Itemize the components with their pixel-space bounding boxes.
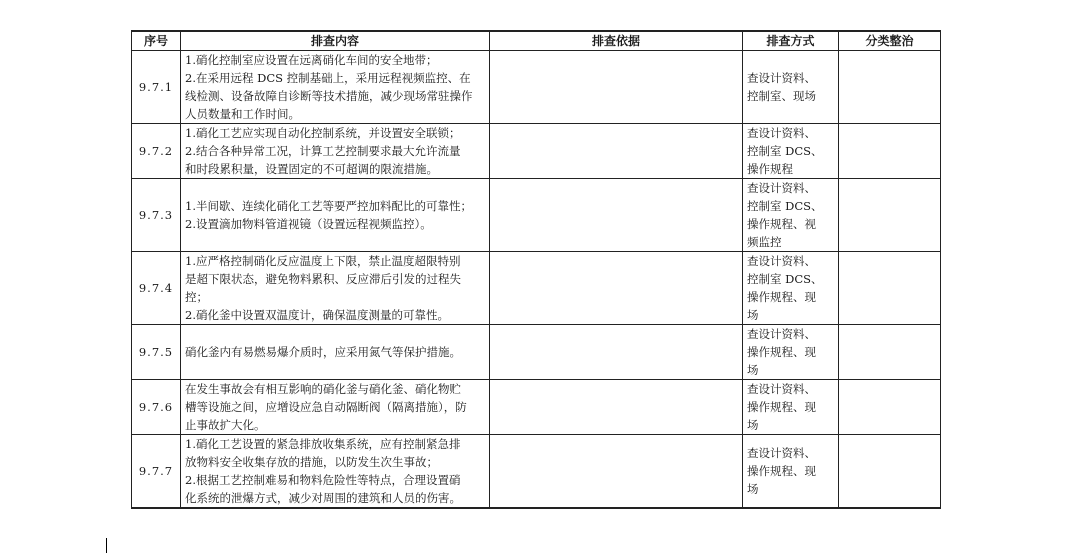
- row-seq: 9.7.4: [132, 252, 181, 325]
- table-row: [132, 179, 941, 252]
- row-basis: [490, 325, 743, 380]
- row-method: [743, 435, 839, 509]
- row-basis: [490, 252, 743, 325]
- method-line: 控制室 DCS、: [747, 144, 823, 158]
- content-line: 2.结合各种异常工况，计算工艺控制要求最大允许流量: [185, 144, 461, 158]
- row-content: [181, 380, 490, 435]
- method-line: 操作规程、现: [747, 345, 816, 359]
- row-method: [743, 51, 839, 124]
- row-seq: 9.7.1: [132, 51, 181, 124]
- row-seq: 9.7.7: [132, 435, 181, 509]
- row-rectify: [839, 179, 941, 252]
- row-basis: [490, 179, 743, 252]
- content-line: 2.硝化釜中设置双温度计，确保温度测量的可靠性。: [185, 308, 449, 322]
- row-content: [181, 325, 490, 380]
- content-line: 化系统的泄爆方式，减少对周围的建筑和人员的伤害。: [185, 491, 461, 505]
- row-seq: 9.7.3: [132, 179, 181, 252]
- content-line: 硝化釜内有易燃易爆介质时，应采用氮气等保护措施。: [185, 345, 461, 359]
- row-basis: [490, 435, 743, 509]
- content-line: 控；: [185, 290, 208, 304]
- row-content: [181, 435, 490, 509]
- table-row: [132, 380, 941, 435]
- content-line: 2.在采用远程 DCS 控制基础上，采用远程视频监控、在: [185, 71, 471, 85]
- method-line: 操作规程、现: [747, 464, 816, 478]
- row-method: [743, 124, 839, 179]
- method-line: 控制室 DCS、: [747, 199, 823, 213]
- method-line: 操作规程、现: [747, 400, 816, 414]
- text-cursor: [106, 538, 107, 553]
- row-content: [181, 179, 490, 252]
- row-rectify: [839, 325, 941, 380]
- row-rectify: [839, 51, 941, 124]
- row-seq: 9.7.6: [132, 380, 181, 435]
- method-line: 查设计资料、: [747, 446, 816, 460]
- content-line: 2.设置滴加物料管道视镜（设置远程视频监控）。: [185, 217, 432, 231]
- row-seq: 9.7.2: [132, 124, 181, 179]
- method-line: 频监控: [747, 235, 782, 249]
- table-row: [132, 252, 941, 325]
- method-line: 查设计资料、: [747, 327, 816, 341]
- method-line: 操作规程、现: [747, 290, 816, 304]
- row-seq: 9.7.5: [132, 325, 181, 380]
- content-line: 线检测、设备故障自诊断等技术措施，减少现场常驻操作: [185, 89, 473, 103]
- header-rectify: 分类整治: [839, 31, 941, 51]
- method-line: 控制室、现场: [747, 89, 816, 103]
- content-line: 放物料安全收集存放的措施，以防发生次生事故；: [185, 455, 438, 469]
- method-line: 操作规程、视: [747, 217, 816, 231]
- row-content: [181, 51, 490, 124]
- method-line: 查设计资料、: [747, 254, 816, 268]
- method-line: 查设计资料、: [747, 382, 816, 396]
- method-line: 场: [747, 482, 759, 496]
- content-line: 1.硝化工艺应实现自动化控制系统，并设置安全联锁；: [185, 126, 461, 140]
- content-line: 和时段累积量，设置固定的不可超调的限流措施。: [185, 162, 438, 176]
- table-row: [132, 51, 941, 124]
- inspection-table: [131, 30, 941, 509]
- content-line: 槽等设施之间，应增设应急自动隔断阀（隔离措施），防: [185, 400, 467, 414]
- method-line: 查设计资料、: [747, 126, 816, 140]
- header-content: 排查内容: [181, 31, 490, 51]
- row-method: [743, 380, 839, 435]
- row-rectify: [839, 435, 941, 509]
- row-basis: [490, 51, 743, 124]
- content-line: 止事故扩大化。: [185, 418, 266, 432]
- table-header-row: [132, 31, 941, 51]
- content-line: 1.半间歇、连续化硝化工艺等要严控加料配比的可靠性；: [185, 199, 472, 213]
- content-line: 1.硝化控制室应设置在远离硝化车间的安全地带；: [185, 53, 438, 67]
- content-line: 是超下限状态，避免物料累积、反应滞后引发的过程失: [185, 272, 461, 286]
- header-method: 排查方式: [743, 31, 839, 51]
- row-method: [743, 179, 839, 252]
- row-content: [181, 252, 490, 325]
- content-line: 1.应严格控制硝化反应温度上下限，禁止温度超限特别: [185, 254, 461, 268]
- content-line: 在发生事故会有相互影响的硝化釜与硝化釜、硝化物贮: [185, 382, 461, 396]
- content-line: 2.根据工艺控制难易和物料危险性等特点，合理设置硝: [185, 473, 461, 487]
- row-rectify: [839, 252, 941, 325]
- method-line: 查设计资料、: [747, 71, 816, 85]
- method-line: 查设计资料、: [747, 181, 816, 195]
- method-line: 场: [747, 418, 759, 432]
- row-basis: [490, 380, 743, 435]
- method-line: 控制室 DCS、: [747, 272, 823, 286]
- method-line: 操作规程: [747, 162, 793, 176]
- content-line: 1.硝化工艺设置的紧急排放收集系统，应有控制紧急排: [185, 437, 461, 451]
- row-method: [743, 325, 839, 380]
- table-row: [132, 124, 941, 179]
- header-seq: 序号: [132, 31, 181, 51]
- table-row: [132, 435, 941, 509]
- row-rectify: [839, 380, 941, 435]
- method-line: 场: [747, 308, 759, 322]
- row-method: [743, 252, 839, 325]
- content-line: 人员数量和工作时间。: [185, 107, 300, 121]
- row-rectify: [839, 124, 941, 179]
- row-content: [181, 124, 490, 179]
- table-row: [132, 325, 941, 380]
- header-basis: 排查依据: [490, 31, 743, 51]
- method-line: 场: [747, 363, 759, 377]
- row-basis: [490, 124, 743, 179]
